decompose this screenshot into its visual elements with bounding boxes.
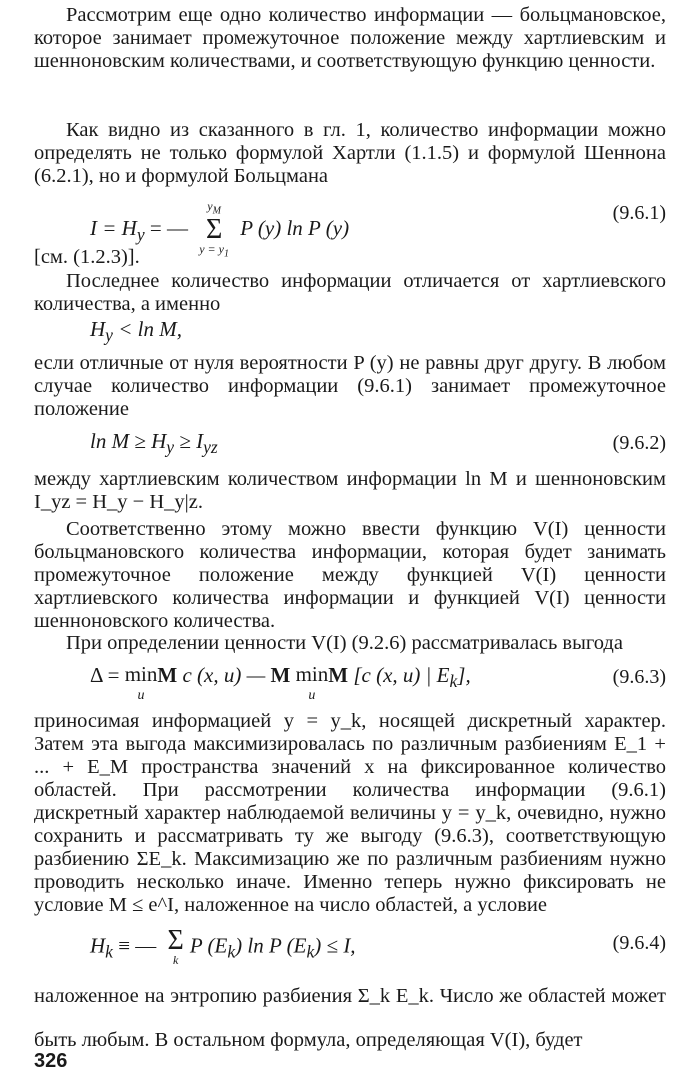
summation-symbol: $y_M$ Σ $y = y_1$: [199, 199, 229, 260]
paragraph-maximization: приносимая информацией y = y_k, носящей дискретный характер. Затем эта выгода максимизировалась по различным разбиениям E_1 + ... + E_M пространства значений x на фиксированное количество областей. При рассмотрении количества информации (9.6.1) дискретный характер наблюдаемой величины y = y_k, очевидно, нужно сохранить и рассматривать ту же выгоду (9.6.3), соответствующую разбиению ΣE_k. Максимизацию же по различным разбиениям нужно проводить несколько иначе. Именно теперь нужно фиксировать не условие M ≤ e^I, наложенное на число областей, а условие: [34, 710, 666, 916]
page-number: 326: [34, 1050, 68, 1072]
paragraph-entropy: наложенное на энтропию разбиения Σ_k E_k. Число же областей может быть любым. В остальном формула, определяющая V(I), будет: [34, 985, 666, 1051]
paragraph-intro: Рассмотрим еще одно количество информации — больцмановское, которое занимает промежуточное положение между хартлиевским и шенноновским количествами, и соответствующую функцию ценности.: [34, 4, 666, 72]
equation-number: (9.6.3): [612, 666, 666, 688]
equation-9-6-4: $H_k$ ≡ — Σ k P $(E_k)$ ln P $(E_k) \le I$, (9.6.4): [90, 925, 666, 967]
inequality-hy-lnm: $H_y < \ln M$,: [90, 317, 182, 346]
paragraph-hartley-shannon: между хартлиевским количеством информации ln M и шенноновским I_yz = H_y − H_y|z.: [34, 468, 666, 513]
equation-9-6-2: $\ln M \ge H_y \ge I_{yz}$ (9.6.2): [90, 429, 666, 458]
equation-number: (9.6.2): [612, 432, 666, 454]
paragraph-reference: [см. (1.2.3)].: [34, 246, 140, 268]
equation-number: (9.6.4): [612, 932, 666, 954]
equation-9-6-3: Δ = min u M c (x, u) — M min u M [c (x, u) | $E_k$], (9.6.3): [90, 662, 666, 703]
equation-number: (9.6.1): [612, 202, 666, 224]
paragraph-differs: Последнее количество информации отличается от хартлиевского количества, а именно: [34, 270, 666, 315]
paragraph-benefit: При определении ценности V(I) (9.2.6) рассматривалась выгода: [66, 632, 623, 654]
paragraph-value-function: Соответственно этому можно ввести функцию V(I) ценности больцмановского количества информации, которая будет занимать промежуточное положение между функцией V(I) ценности хартлиевского количества информации и функцией V(I) ценности шенноновского количества.: [34, 518, 666, 632]
paragraph-probabilities: если отличные от нуля вероятности P (y) не равны друг другу. В любом случае количество информации (9.6.1) занимает промежуточное положение: [34, 352, 666, 420]
equation-9-6-1: $I = H_y$ = — $y_M$ Σ $y = y_1$ P (y) ln P (y) (9.6.1): [90, 199, 666, 260]
summation-symbol: Σ k: [167, 925, 184, 967]
paragraph-boltzmann-formula-intro: Как видно из сказанного в гл. 1, количество информации можно определять не только формулой Хартли (1.1.5) и формулой Шеннона (6.2.1), но и формулой Больцмана: [34, 119, 666, 187]
